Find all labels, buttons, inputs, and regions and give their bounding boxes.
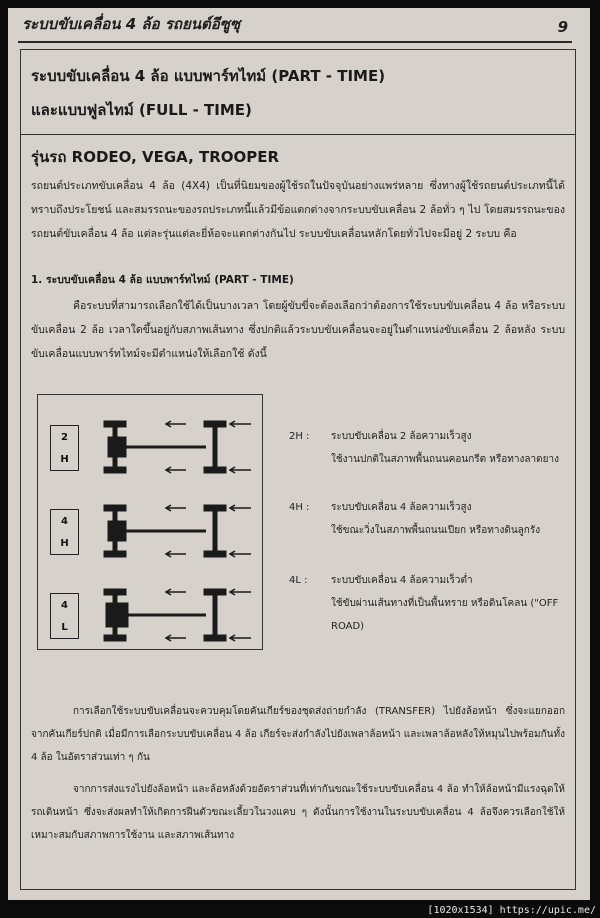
mode-box-4h	[50, 509, 79, 555]
page-number: 9	[557, 18, 568, 36]
models-heading: รุ่นรถ RODEO, VEGA, TROOPER	[31, 148, 280, 166]
image-size-watermark: [1020x1534] https://upic.me/	[427, 905, 596, 916]
title-line-2: และแบบฟูลไทม์ (FULL - TIME)	[31, 101, 252, 119]
mode-desc-line: ระบบขับเคลื่อน 4 ล้อความเร็วต่ำ	[331, 575, 473, 586]
mode-box-bottom: L	[61, 621, 68, 633]
mode-code-2h: 2H :	[289, 431, 310, 442]
mode-desc-line: ใช้ขณะวิ่งในสภาพพื้นถนนเปียก หรือทางดินลูกรัง	[331, 525, 541, 536]
mode-desc-line: ROAD)	[331, 621, 365, 632]
mode-desc-4l	[331, 569, 590, 638]
mode-desc-line: ระบบขับเคลื่อน 4 ล้อความเร็วสูง	[331, 502, 472, 513]
title-box	[21, 50, 575, 135]
intro-paragraph: รถยนต์ประเภทขับเคลื่อน 4 ล้อ (4X4) เป็นที่นิยมของผู้ใช้รถในปัจจุบันอย่างแพร่หลาย ซึ่งทางผู้ใช้รถยนต์ประเภทนี้ได้ทราบถึงประโยชน์ และสมรรถนะของรถประเภทนี้แล้วมีข้อแตกต่างจากระบบขับเคลื่อน 2 ล้อทั่ว ๆ ไป โดยสมรรถนะของรถยนต์ขับเคลื่อน 4 ล้อ แต่ละรุ่นแต่ละยี่ห้อจะแตกต่างกันไป ระบบขับเคลื่อนหลักโดยทั่วไปจะมีอยู่ 2 ระบบ คือ	[31, 180, 565, 240]
mode-code-4l: 4L :	[289, 575, 308, 586]
drivetrain-4h-icon	[86, 503, 256, 559]
mode-desc-4h	[331, 496, 590, 542]
force-paragraph: จากการส่งแรงไปยังล้อหน้า และล้อหลังด้วยอัตราส่วนที่เท่ากันขณะใช้ระบบขับเคลื่อน 4 ล้อ ทำให้ล้อหน้ามีแรงฉุดให้รถเดินหน้า ซึ่งจะส่งผลทำให้เกิดการฝืนตัวขณะเลี้ยวในวงแคบ ๆ ดังนั้นการใช้งานในระบบขับเคลื่อน 4 ล้อจึงควรเลือกใช้ให้เหมาะสมกับสภาพการใช้งาน และสภาพเส้นทาง	[31, 784, 565, 841]
mode-box-2h	[50, 425, 79, 471]
mode-box-bottom: H	[60, 537, 69, 549]
section1-paragraph: คือระบบที่สามารถเลือกใช้ได้เป็นบางเวลา โดยผู้ขับขี่จะต้องเลือกว่าต้องการใช้ระบบขับเคลื่อน 4 ล้อ หรือระบบขับเคลื่อน 2 ล้อ เวลาใดขึ้นอยู่กับสภาพเส้นทาง ซึ่งปกติแล้วระบบขับเคลื่อนจะอยู่ในตำแหน่งขับเคลื่อน 2 ล้อหลัง ระบบขับเคลื่อนแบบพาร์ทไทม์จะมีตำแหน่งให้เลือกใช้ ดังนี้	[31, 300, 565, 360]
drive-mode-diagram	[37, 394, 263, 650]
mode-box-top: 4	[61, 599, 68, 611]
content-frame	[20, 49, 576, 890]
book-page	[8, 8, 590, 900]
mode-desc-line: ระบบขับเคลื่อน 2 ล้อความเร็วสูง	[331, 431, 472, 442]
mode-desc-2h	[331, 425, 590, 471]
mode-box-top: 2	[61, 431, 68, 443]
mode-box-4l	[50, 593, 79, 639]
drivetrain-4l-icon	[86, 587, 256, 643]
mode-desc-line: ใช้งานปกติในสภาพพื้นถนนคอนกรีต หรือทางลาดยาง	[331, 454, 559, 465]
section1-heading: 1. ระบบขับเคลื่อน 4 ล้อ แบบพาร์ทไทม์ (PART - TIME)	[31, 274, 294, 286]
header-rule	[18, 41, 572, 43]
title-line-1: ระบบขับเคลื่อน 4 ล้อ แบบพาร์ทไทม์ (PART - TIME)	[31, 67, 386, 85]
running-title: ระบบขับเคลื่อน 4 ล้อ รถยนต์อีซูซุ	[22, 15, 241, 33]
drivetrain-2h-icon	[86, 419, 256, 475]
mode-box-bottom: H	[60, 453, 69, 465]
mode-desc-line: ใช้ขับผ่านเส้นทางที่เป็นพื้นทราย หรือดินโคลน ("OFF	[331, 598, 559, 609]
mode-box-top: 4	[61, 515, 68, 527]
transfer-paragraph: การเลือกใช้ระบบขับเคลื่อนจะควบคุมโดยคันเกียร์ของชุดส่งถ่ายกำลัง (TRANSFER) ไปยังล้อหน้า ซึ่งจะแยกออกจากคันเกียร์ปกติ เมื่อมีการเลือกระบบขับเคลื่อน 4 ล้อ เกียร์จะส่งกำลังไปยังเพลาล้อหน้า และเพลาล้อหลังให้หมุนไปพร้อมกันทั้ง 4 ล้อ ในอัตราส่วนเท่า ๆ กัน	[31, 706, 565, 763]
mode-code-4h: 4H :	[289, 502, 310, 513]
